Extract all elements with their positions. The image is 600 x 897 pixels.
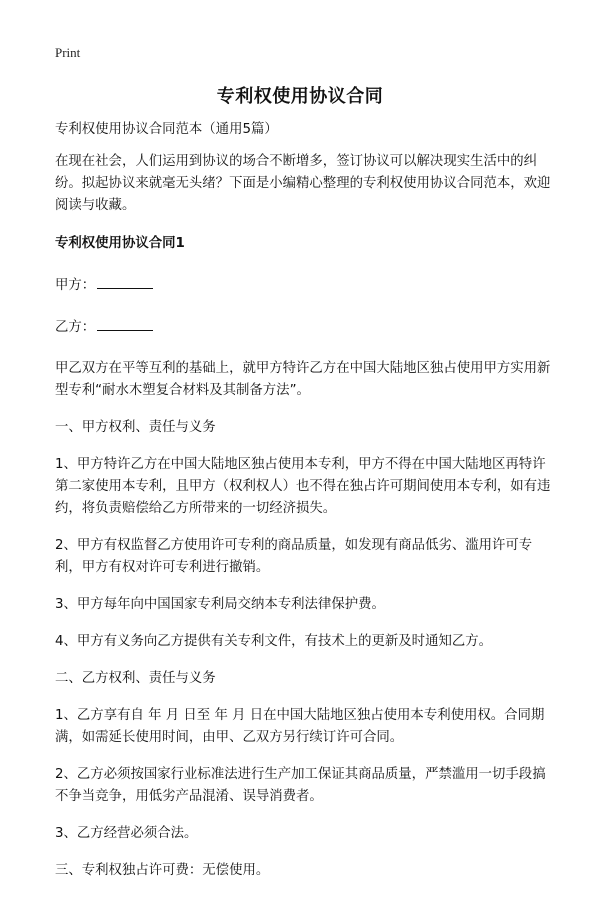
party-a-label: 甲方：	[55, 278, 96, 293]
paragraph-preamble: 甲乙双方在平等互利的基础上，就甲方特许乙方在中国大陆地区独占使用甲方实用新型专利“耐水木塑复合材料及其制备方法”。	[55, 361, 551, 398]
heading-party-b-rights: 二、乙方权利、责任与义务	[55, 671, 216, 686]
document-body	[55, 119, 552, 897]
heading-license-fee: 三、专利权独占许可费：无偿使用。	[55, 863, 270, 878]
clause-a4: 4、甲方有义务向乙方提供有关专利文件，有技术上的更新及时通知乙方。	[55, 634, 493, 649]
party-b-line	[55, 316, 552, 339]
party-a-blank	[97, 274, 153, 289]
clause-b1: 1、乙方享有自 年 月 日至 年 月 日在中国大陆地区独占使用本专利使用权。合同期满，如需延长使用时间，由甲、乙双方另行续订许可合同。	[55, 708, 545, 745]
party-a-line	[55, 274, 552, 297]
document-subtitle: 专利权使用协议合同范本（通用5篇）	[55, 122, 278, 137]
clause-a2: 2、甲方有权监督乙方使用许可专利的商品质量，如发现有商品低劣、滥用许可专利，甲方有权对许可专利进行撤销。	[55, 538, 533, 575]
intro-paragraph: 在现在社会，人们运用到协议的场合不断增多，签订协议可以解决现实生活中的纠纷。拟起协议来就毫无头绪？下面是小编精心整理的专利权使用协议合同范本，欢迎阅读与收藏。	[55, 154, 551, 213]
party-b-label: 乙方：	[55, 320, 96, 335]
clause-a1: 1、甲方特许乙方在中国大陆地区独占使用本专利，甲方不得在中国大陆地区再特许第二家使用本专利，且甲方（权利权人）也不得在独占许可期间使用本专利，如有违约，将负责赔偿给乙方所带来的一切经济损失。	[55, 457, 551, 516]
document-title: 专利权使用协议合同	[216, 86, 384, 107]
print-link[interactable]: Print	[55, 45, 81, 60]
heading-party-a-rights: 一、甲方权利、责任与义务	[55, 420, 216, 435]
clause-b3: 3、乙方经营必须合法。	[55, 826, 198, 841]
clause-b2: 2、乙方必须按国家行业标准法进行生产加工保证其商品质量，严禁滥用一切手段搞不争当竞争，用低劣产品混淆、误导消费者。	[55, 767, 546, 804]
section-title: 专利权使用协议合同1	[55, 236, 185, 251]
clause-a3: 3、甲方每年向中国国家专利局交纳本专利法律保护费。	[55, 597, 385, 612]
party-b-blank	[97, 316, 153, 331]
